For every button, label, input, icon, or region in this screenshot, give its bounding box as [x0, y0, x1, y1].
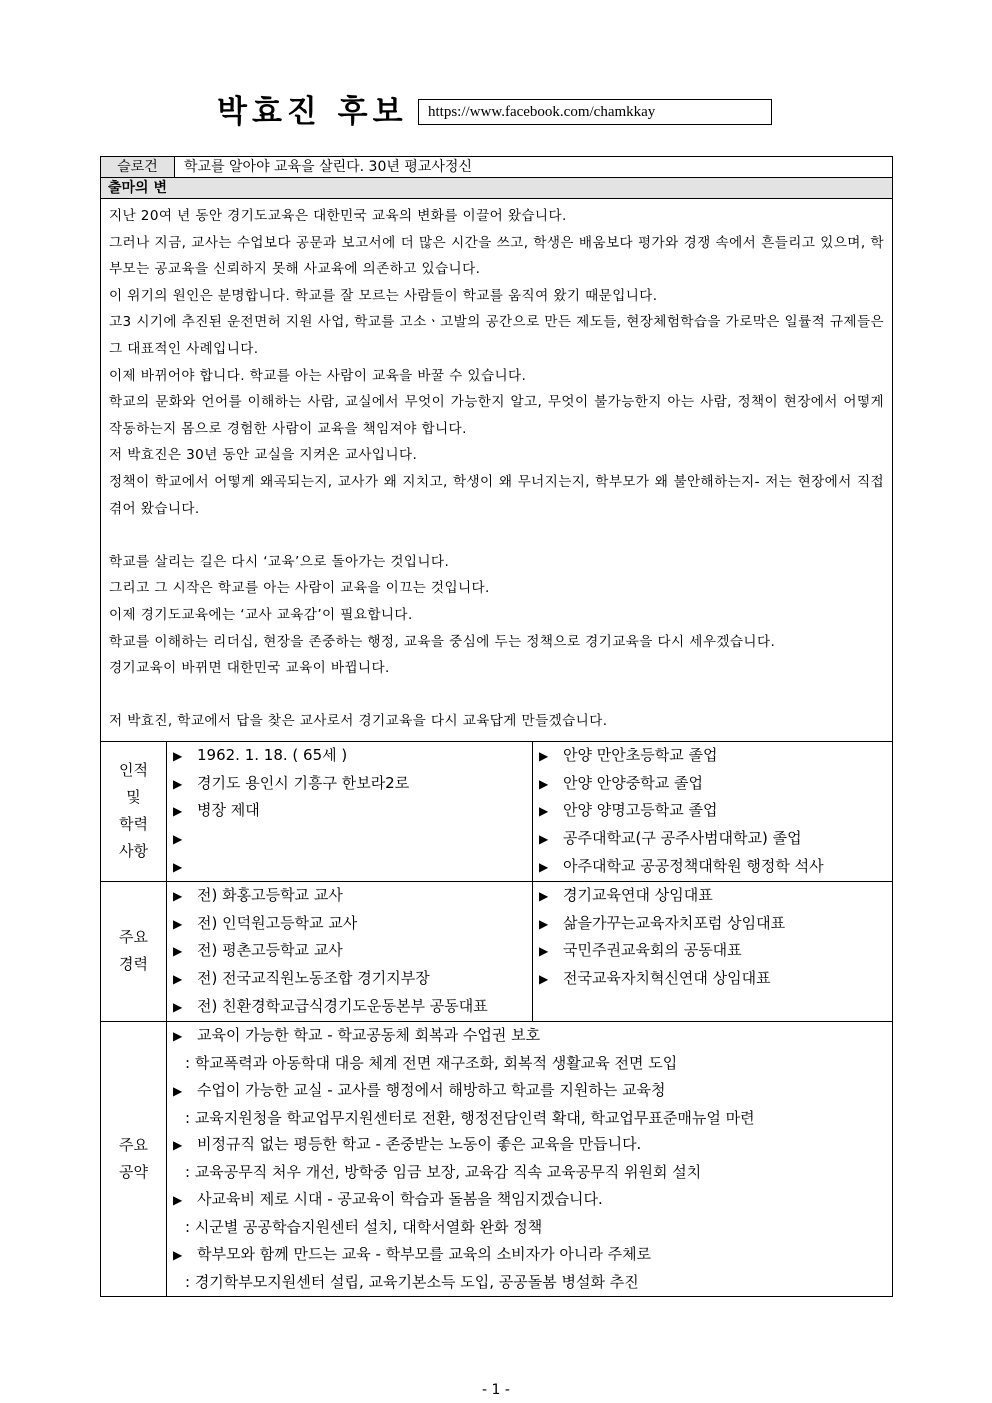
list-item: ▶ 안양 안양중학교 졸업	[539, 770, 892, 798]
pledge-title: ▶ 비정규직 없는 평등한 학교 - 존중받는 노동이 좋은 교육을 만듭니다.	[173, 1131, 892, 1159]
page-number: - 1 -	[482, 1382, 510, 1398]
profile-right-list	[533, 741, 893, 881]
category-line: 공약	[119, 1162, 148, 1181]
list-item: ▶ 안양 만안초등학교 졸업	[539, 742, 892, 770]
triangle-right-icon: ▶	[539, 804, 549, 819]
pledge-title: ▶ 학부모와 함께 만드는 교육 - 학부모를 교육의 소비자가 아니라 주체로	[173, 1241, 892, 1269]
pledge-detail: : 교육공무직 처우 개선, 방학중 임금 보장, 교육감 직속 교육공무직 위원회 설치	[185, 1163, 702, 1182]
career-category-label	[101, 881, 167, 1021]
pledge-title: ▶ 사교육비 제로 시대 - 공교육이 학습과 돌봄을 책임지겠습니다.	[173, 1186, 892, 1214]
list-item	[173, 825, 532, 853]
slogan-label: 슬로건	[101, 157, 175, 178]
list-item: ▶ 전국교육자치혁신연대 상임대표	[539, 965, 892, 993]
pledges-category-label	[101, 1021, 167, 1296]
speech-paragraph: 그러나 지금, 교사는 수업보다 공문과 보고서에 더 많은 시간을 쓰고, 학생은 배움보다 평가와 경쟁 속에서 흔들리고 있으며, 학부모는 공교육을 신뢰하지 못해 사교육에 의존하고 있습니다.	[109, 234, 885, 278]
list-item: ▶ 전) 인덕원고등학교 교사	[173, 910, 532, 938]
list-item: ▶ 아주대학교 공공정책대학원 행정학 석사	[539, 853, 892, 881]
career-right-list	[533, 881, 893, 1021]
facebook-url[interactable]: https://www.facebook.com/chamkkay	[418, 99, 772, 125]
speech-paragraph: 이 위기의 원인은 분명합니다. 학교를 잘 모르는 사람들이 학교를 움직여 왔기 때문입니다.	[109, 287, 658, 304]
triangle-right-icon: ▶	[173, 804, 183, 819]
triangle-right-icon: ▶	[173, 1083, 183, 1098]
triangle-right-icon: ▶	[539, 972, 549, 987]
speech-paragraph: 이제 바뀌어야 합니다. 학교를 아는 사람이 교육을 바꿀 수 있습니다.	[109, 367, 527, 384]
triangle-right-icon: ▶	[173, 748, 183, 763]
list-item: ▶ 전) 평촌고등학교 교사	[173, 937, 532, 965]
list-item	[173, 853, 532, 881]
speech-paragraph: 지난 20여 년 동안 경기도교육은 대한민국 교육의 변화를 이끌어 왔습니다.	[109, 208, 567, 224]
category-line: 및	[126, 788, 141, 807]
speech-paragraph: 그리고 그 시작은 학교를 아는 사람이 교육을 이끄는 것입니다.	[109, 580, 490, 597]
category-line: 인적	[119, 761, 148, 780]
candidate-title: 박효진 후보	[217, 94, 408, 130]
category-line: 사항	[119, 842, 148, 861]
category-line: 주요	[119, 928, 148, 947]
triangle-right-icon: ▶	[173, 776, 183, 791]
triangle-right-icon: ▶	[539, 860, 549, 875]
category-line: 경력	[119, 955, 148, 974]
triangle-right-icon: ▶	[173, 1248, 183, 1263]
triangle-right-icon: ▶	[173, 1028, 183, 1043]
list-item: ▶ 경기도 용인시 기흥구 한보라2로	[173, 770, 532, 798]
pledge-title: ▶ 수업이 가능한 교실 - 교사를 행정에서 해방하고 학교를 지원하는 교육청	[173, 1077, 892, 1105]
list-item: ▶ 전) 전국교직원노동조합 경기지부장	[173, 965, 532, 993]
speech-paragraph: 저 박효진은 30년 동안 교실을 지켜온 교사입니다.	[109, 447, 418, 464]
speech-paragraph: 학교의 문화와 언어를 이해하는 사람, 교실에서 무엇이 가능한지 알고, 무엇이 불가능한지 아는 사람, 정책이 현장에서 어떻게 작동하는지 몸으로 경험한 사람이 교육을 책임져야 합니다.	[109, 394, 885, 437]
list-item: ▶ 경기교육연대 상임대표	[539, 882, 892, 910]
pledge-title: ▶ 교육이 가능한 학교 - 학교공동체 회복과 수업권 보호	[173, 1022, 892, 1050]
pledges-list	[167, 1021, 893, 1296]
triangle-right-icon: ▶	[173, 832, 183, 847]
career-left-list	[167, 881, 533, 1021]
triangle-right-icon: ▶	[173, 1000, 183, 1015]
triangle-right-icon: ▶	[539, 944, 549, 959]
pledge-detail: : 경기학부모지원센터 설립, 교육기본소득 도입, 공공돌봄 병설화 추진	[185, 1273, 639, 1291]
category-line: 학력	[119, 815, 148, 834]
list-item: ▶ 전) 화홍고등학교 교사	[173, 882, 532, 910]
triangle-right-icon: ▶	[539, 916, 549, 931]
pledge-detail: : 시군별 공공학습지원센터 설치, 대학서열화 완화 정책	[185, 1218, 543, 1237]
profile-left-list	[167, 741, 533, 881]
triangle-right-icon: ▶	[539, 888, 549, 903]
triangle-right-icon: ▶	[173, 888, 183, 903]
speech-paragraph: 저 박효진, 학교에서 답을 찾은 교사로서 경기교육을 다시 교육답게 만들겠습니다.	[109, 713, 608, 730]
speech-heading: 출마의 변	[101, 178, 893, 199]
speech-body	[101, 199, 893, 742]
speech-paragraph: 고3 시기에 추진된 운전면허 지원 사업, 학교를 고소ㆍ고발의 공간으로 만든 제도들, 현장체험학습을 가로막은 일률적 규제들은 그 대표적인 사례입니다.	[109, 314, 885, 357]
speech-paragraph: 이제 경기도교육에는 ‘교사 교육감’이 필요합니다.	[109, 606, 413, 623]
list-item: ▶ 1962. 1. 18. ( 65세 )	[173, 742, 532, 770]
speech-paragraph: 정책이 학교에서 어떻게 왜곡되는지, 교사가 왜 지치고, 학생이 왜 무너지는지, 학부모가 왜 불안해하는지- 저는 현장에서 직접 겪어 왔습니다.	[109, 473, 885, 517]
triangle-right-icon: ▶	[173, 1138, 183, 1153]
speech-paragraph: 학교를 살리는 길은 다시 ‘교육’으로 돌아가는 것입니다.	[109, 553, 450, 570]
triangle-right-icon: ▶	[539, 832, 549, 847]
list-item: ▶ 병장 제대	[173, 797, 532, 825]
list-item: ▶ 국민주권교육회의 공동대표	[539, 937, 892, 965]
slogan-text: 학교를 알아야 교육을 살린다. 30년 평교사정신	[175, 157, 893, 178]
list-item: ▶ 안양 양명고등학교 졸업	[539, 797, 892, 825]
list-item: ▶ 삶을가꾸는교육자치포럼 상임대표	[539, 910, 892, 938]
triangle-right-icon: ▶	[173, 1193, 183, 1208]
category-line: 주요	[119, 1135, 148, 1154]
triangle-right-icon: ▶	[173, 972, 183, 987]
candidate-info-table	[100, 156, 893, 1297]
list-item: ▶ 전) 친환경학교급식경기도운동본부 공동대표	[173, 993, 532, 1021]
profile-category-label	[101, 741, 167, 881]
pledge-detail: : 학교폭력과 아동학대 대응 체계 전면 재구조화, 회복적 생활교육 전면 도입	[185, 1053, 678, 1072]
pledge-detail: : 교육지원청을 학교업무지원센터로 전환, 행정전담인력 확대, 학교업무표준매뉴얼 마련	[185, 1108, 755, 1127]
speech-blank-line	[109, 522, 884, 549]
list-item: ▶ 공주대학교(구 공주사범대학교) 졸업	[539, 825, 892, 853]
triangle-right-icon: ▶	[539, 748, 549, 763]
triangle-right-icon: ▶	[173, 944, 183, 959]
triangle-right-icon: ▶	[539, 776, 549, 791]
speech-paragraph: 경기교육이 바뀌면 대한민국 교육이 바뀝니다.	[109, 660, 390, 677]
speech-blank-line	[109, 682, 884, 709]
speech-paragraph: 학교를 이해하는 리더십, 현장을 존중하는 행정, 교육을 중심에 두는 정책으로 경기교육을 다시 세우겠습니다.	[109, 633, 776, 650]
triangle-right-icon: ▶	[173, 916, 183, 931]
triangle-right-icon: ▶	[173, 860, 183, 875]
